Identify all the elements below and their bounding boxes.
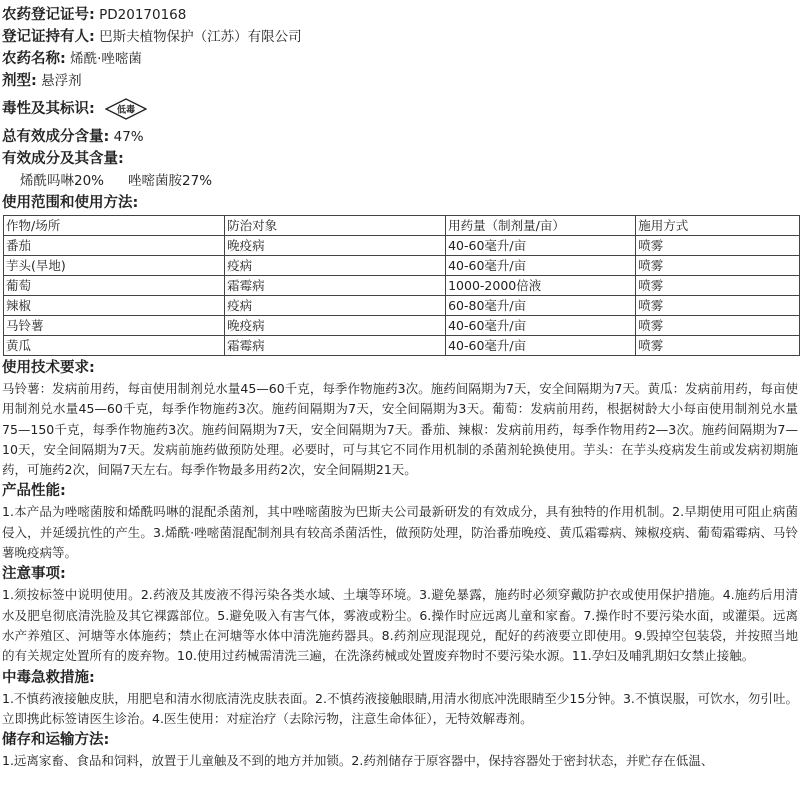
table-cell: 辣椒: [4, 296, 225, 316]
table-row: [4, 256, 800, 276]
table-cell: 60-80毫升/亩: [446, 296, 636, 316]
precautions-heading: 注意事项:: [2, 566, 66, 583]
table-cell: 40-60毫升/亩: [446, 256, 636, 276]
product-performance-heading: 产品性能:: [2, 483, 66, 500]
total-content-label: 总有效成分含量:: [2, 129, 110, 145]
table-cell: 40-60毫升/亩: [446, 316, 636, 336]
pesticide-name-value: 烯酰·唑嘧菌: [70, 51, 142, 67]
tech-requirements-text: 马铃薯：发病前用药，每亩使用制剂兑水量45—60千克，每季作物施药3次。施药间隔期为7天，安全间隔期为7天。黄瓜：发病前用药，每亩使用制剂兑水量45—60千克，每季作物施药3次。施药间隔期为7天，安全间隔期为3天。葡萄：发病前用药，根据树龄大小每亩使用制剂兑水量75—150千克，每季作物施药3次。施药间隔期为7天，安全间隔期为7天。番茄、辣椒：发病前用药，每季作物用药2—3次。施药间隔期为7—10天，安全间隔期为7天。发病前施药做预防处理。必要时，可与其它不同作用机制的杀菌剂轮换使用。芋头：在芋头疫病发生前或发病初期施药，可施药2次，间隔7天左右。每季作物最多用药2次，安全间隔期21天。: [2, 381, 798, 478]
table-cell: 40-60毫升/亩: [446, 336, 636, 356]
table-header-cell: 施用方式: [636, 216, 800, 236]
holder-line: [2, 26, 800, 48]
registration-number-line: [2, 4, 800, 26]
total-content-line: [2, 126, 800, 148]
table-cell: 晚疫病: [225, 316, 446, 336]
table-cell: 喷雾: [636, 296, 800, 316]
low-toxicity-diamond-icon: [105, 98, 147, 120]
table-row: [4, 316, 800, 336]
usage-heading: 使用范围和使用方法:: [2, 195, 139, 211]
ingredients-label: 有效成分及其含量:: [2, 151, 124, 167]
tech-requirements-heading: 使用技术要求:: [2, 360, 95, 376]
table-cell: 喷雾: [636, 236, 800, 256]
table-row: [4, 296, 800, 316]
table-header-cell: 防治对象: [225, 216, 446, 236]
table-cell: 喷雾: [636, 276, 800, 296]
toxicity-label: 毒性及其标识:: [2, 101, 95, 117]
toxicity-badge-text: 低毒: [116, 105, 135, 116]
registration-number-value: PD20170168: [99, 7, 187, 23]
table-cell: 番茄: [4, 236, 225, 256]
table-header-row: [4, 216, 800, 236]
pesticide-name-line: [2, 48, 800, 70]
table-header-cell: 用药量（制剂量/亩）: [446, 216, 636, 236]
table-cell: 1000-2000倍液: [446, 276, 636, 296]
table-row: [4, 276, 800, 296]
table-cell: 黄瓜: [4, 336, 225, 356]
table-row: [4, 236, 800, 256]
product-performance-text: 1.本产品为唑嘧菌胺和烯酰吗啉的混配杀菌剂，其中唑嘧菌胺为巴斯夫公司最新研发的有效成分，具有独特的作用机制。2.早期使用可阻止病菌侵入，并延缓抗性的产生。3.烯酰·唑嘧菌混配制剂具有较高杀菌活性，做预防处理，防治番茄晚疫、黄瓜霜霉病、辣椒疫病、葡萄霜霉病、马铃薯晚疫病等。: [2, 504, 798, 561]
table-cell: 喷雾: [636, 316, 800, 336]
table-cell: 葡萄: [4, 276, 225, 296]
pesticide-name-label: 农药名称:: [2, 51, 66, 67]
holder-value: 巴斯夫植物保护（江苏）有限公司: [99, 29, 302, 45]
toxicity-line: [2, 92, 800, 126]
table-cell: 40-60毫升/亩: [446, 236, 636, 256]
total-content-value: 47%: [113, 129, 144, 145]
formulation-value: 悬浮剂: [41, 73, 82, 89]
storage-heading: 储存和运输方法:: [2, 732, 110, 749]
first-aid-heading: 中毒急救措施:: [2, 669, 95, 686]
ingredients-list: [2, 170, 800, 192]
table-cell: 霜霉病: [225, 276, 446, 296]
formulation-line: [2, 70, 800, 92]
precautions-text: 1.须按标签中说明使用。2.药液及其废液不得污染各类水域、土壤等环境。3.避免暴露，施药时必须穿戴防护衣或使用保护措施。4.施药后用清水及肥皂彻底清洗脸及其它裸露部位。5.避免吸入有害气体，雾液或粉尘。6.操作时应远离儿童和家畜。7.操作时不要污染水面，或灌渠。远离水产养殖区、河塘等水体施药；禁止在河塘等水体中清洗施药器具。8.药剂应现混现兑，配好的药液要立即使用。9.毁掉空包装袋，并按照当地的有关规定处置所有的废弃物。10.使用过药械需清洗三遍，在洗涤药械或处置废弃物时不要污染水源。11.孕妇及哺乳期妇女禁止接触。: [2, 587, 798, 664]
table-cell: 芋头(旱地): [4, 256, 225, 276]
holder-label: 登记证持有人:: [2, 29, 95, 45]
registration-number-label: 农药登记证号:: [2, 7, 95, 23]
formulation-label: 剂型:: [2, 73, 37, 89]
first-aid-text: 1.不慎药液接触皮肤，用肥皂和清水彻底清洗皮肤表面。2.不慎药液接触眼睛,用清水彻底冲洗眼睛至少15分钟。3.不慎误服，可饮水，勿引吐。立即携此标签请医生诊治。4.医生使用：对症治疗（去除污物，注意生命体征），无特效解毒剂。: [2, 690, 798, 726]
table-cell: 霜霉病: [225, 336, 446, 356]
table-header-cell: 作物/场所: [4, 216, 225, 236]
table-row: [4, 336, 800, 356]
table-cell: 晚疫病: [225, 236, 446, 256]
table-cell: 马铃薯: [4, 316, 225, 336]
ingredient-item: 烯酰吗啉20%: [20, 173, 105, 189]
table-cell: 喷雾: [636, 256, 800, 276]
table-cell: 喷雾: [636, 336, 800, 356]
table-cell: 疫病: [225, 296, 446, 316]
usage-table: [3, 215, 800, 356]
storage-text: 1.远离家畜、食品和饲料，放置于儿童触及不到的地方并加锁。2.药剂储存于原容器中，保持容器处于密封状态，并贮存在低温、: [2, 753, 714, 769]
ingredient-item: 唑嘧菌胺27%: [128, 173, 213, 189]
ingredients-heading: [2, 148, 800, 170]
table-cell: 疫病: [225, 256, 446, 276]
